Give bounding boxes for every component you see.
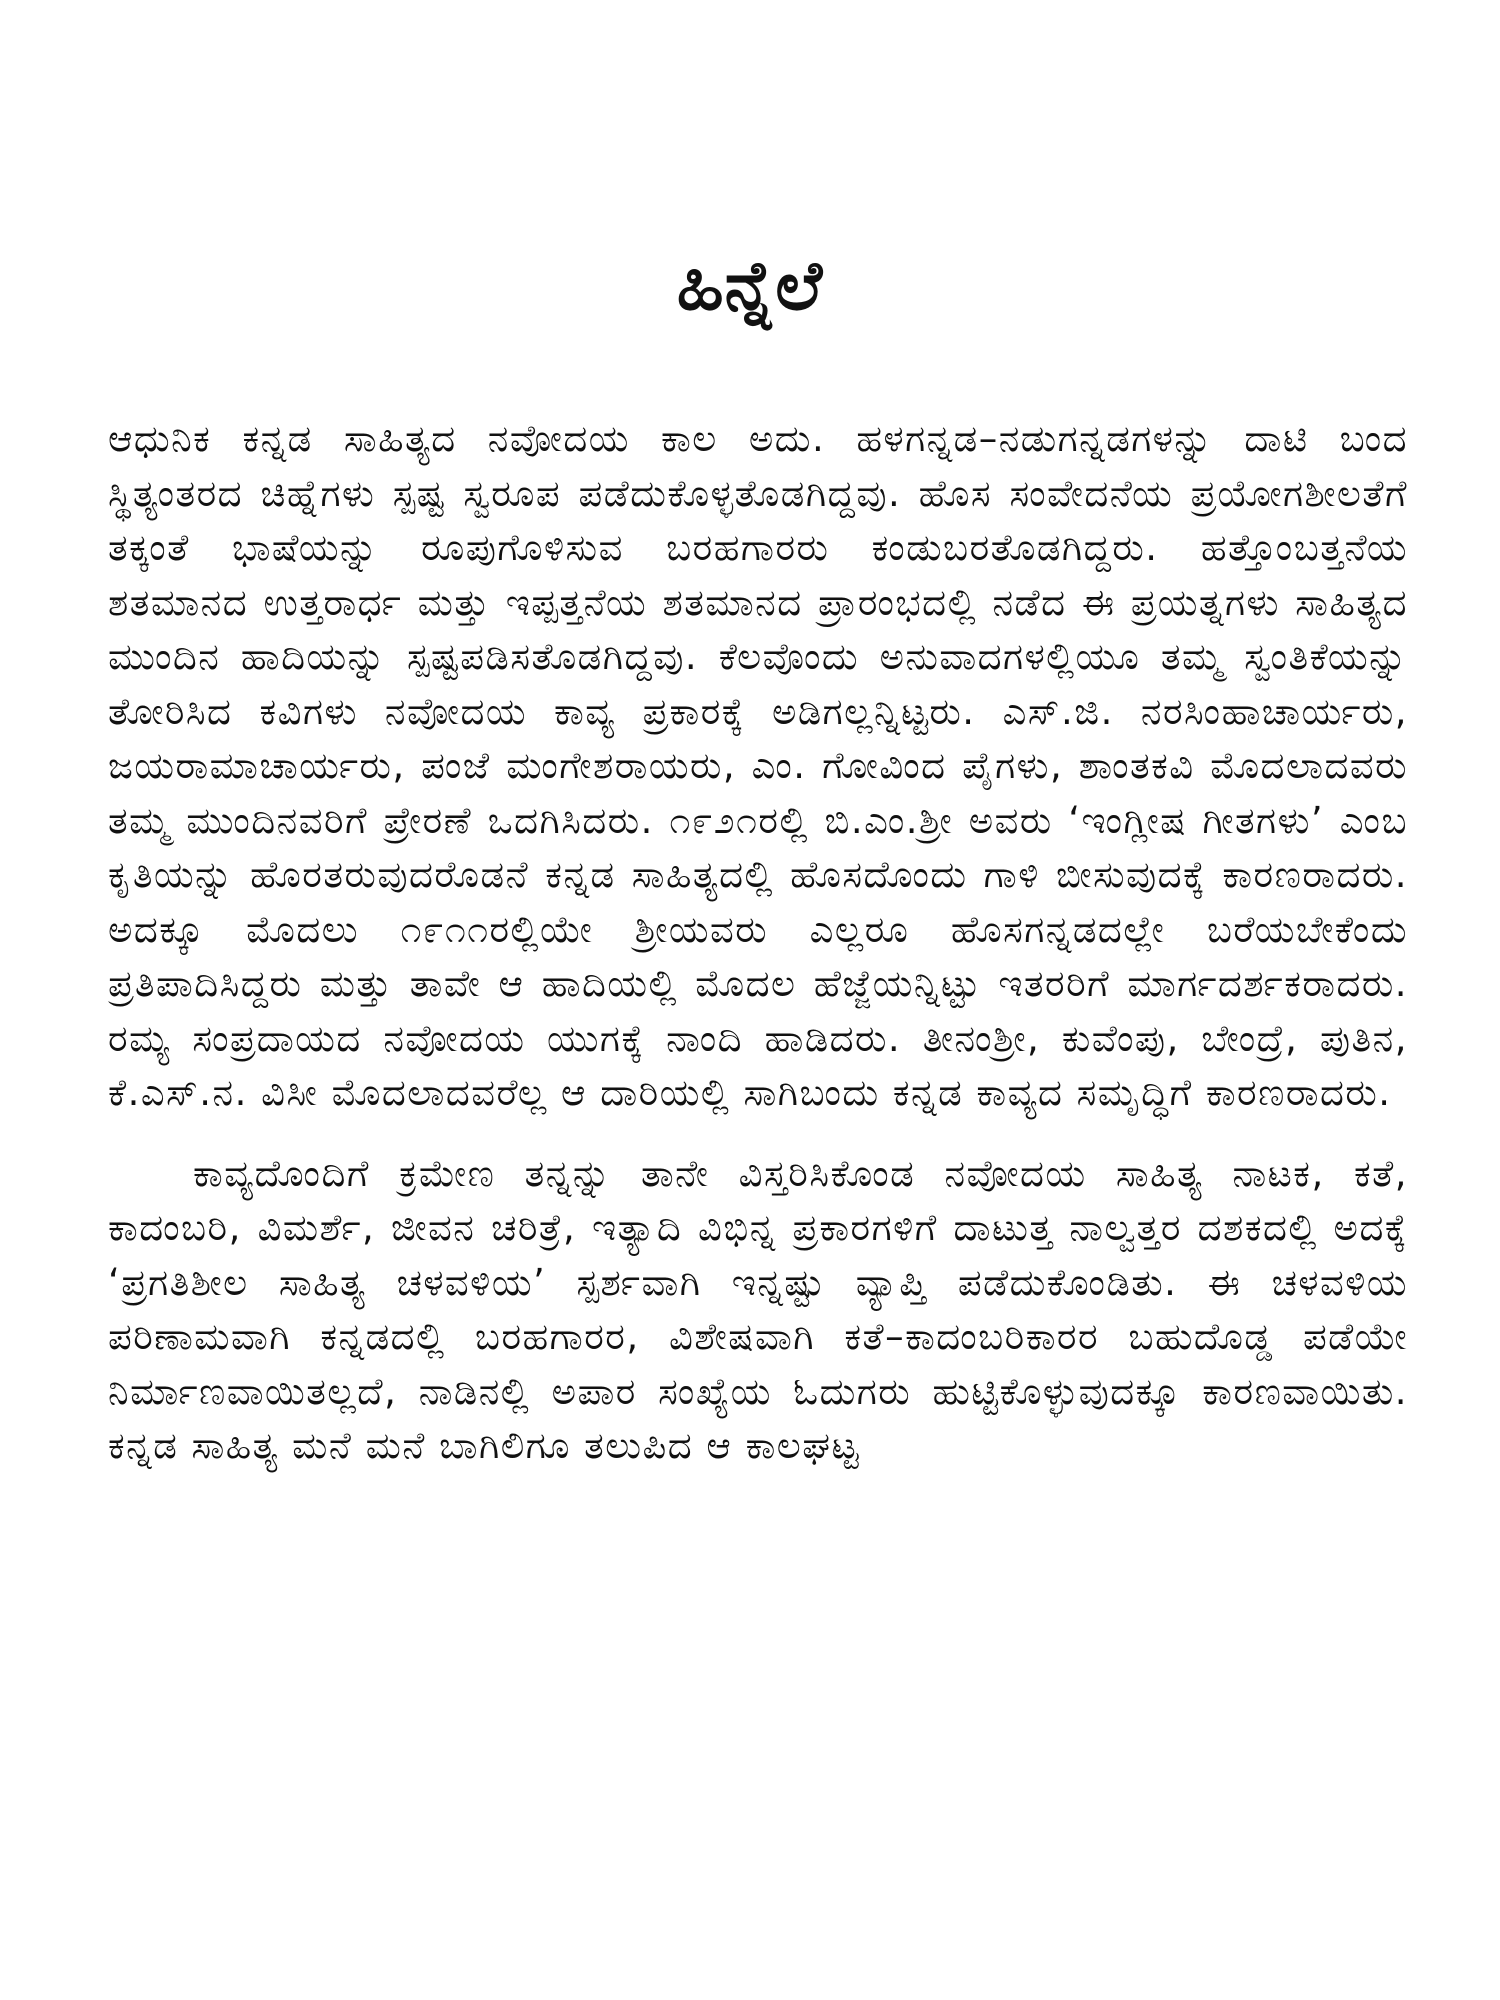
paragraph-2: ಕಾವ್ಯದೊಂದಿಗೆ ಕ್ರಮೇಣ ತನ್ನನ್ನು ತಾನೇ ವಿಸ್ತರಿಸಿಕೊಂಡ ನವೋದಯ ಸಾಹಿತ್ಯ ನಾಟಕ, ಕತೆ, ಕಾದಂಬರಿ, ವಿಮರ್ಶೆ, ಜೀವನ ಚರಿತ್ರೆ, ಇತ್ಯಾದಿ ವಿಭಿನ್ನ ಪ್ರಕಾರಗಳಿಗೆ ದಾಟುತ್ತ ನಾಲ್ವತ್ತರ ದಶಕದಲ್ಲಿ ಅದಕ್ಕೆ ‘ಪ್ರಗತಿಶೀಲ ಸಾಹಿತ್ಯ ಚಳವಳಿಯ’ ಸ್ಪರ್ಶವಾಗಿ ಇನ್ನಷ್ಟು ವ್ಯಾಪ್ತಿ ಪಡೆದುಕೊಂಡಿತು. ಈ ಚಳವಳಿಯ ಪರಿಣಾಮವಾಗಿ ಕನ್ನಡದಲ್ಲಿ ಬರಹಗಾರರ, ವಿಶೇಷವಾಗಿ ಕತೆ–ಕಾದಂಬರಿಕಾರರ ಬಹುದೊಡ್ಡ ಪಡೆಯೇ ನಿರ್ಮಾಣವಾಯಿತಲ್ಲದೆ, ನಾಡಿನಲ್ಲಿ ಅಪಾರ ಸಂಖ್ಯೆಯ ಓದುಗರು ಹುಟ್ಟಿಕೊಳ್ಳುವುದಕ್ಕೂ ಕಾರಣವಾಯಿತು. ಕನ್ನಡ ಸಾಹಿತ್ಯ ಮನೆ ಮನೆ ಬಾಗಿಲಿಗೂ ತಲುಪಿದ ಆ ಕಾಲಘಟ್ಟ xyxy=(108,1151,1408,1467)
chapter-body xyxy=(108,412,1408,1474)
paragraph-1: ಆಧುನಿಕ ಕನ್ನಡ ಸಾಹಿತ್ಯದ ನವೋದಯ ಕಾಲ ಅದು. ಹಳಗನ್ನಡ–ನಡುಗನ್ನಡಗಳನ್ನು ದಾಟಿ ಬಂದ ಸ್ಥಿತ್ಯಂತರದ ಚಿಹ್ನೆಗಳು ಸ್ಪಷ್ಟ ಸ್ವರೂಪ ಪಡೆದುಕೊಳ್ಳತೊಡಗಿದ್ದವು. ಹೊಸ ಸಂವೇದನೆಯ ಪ್ರಯೋಗಶೀಲತೆಗೆ ತಕ್ಕಂತೆ ಭಾಷೆಯನ್ನು ರೂಪುಗೊಳಿಸುವ ಬರಹಗಾರರು ಕಂಡುಬರತೊಡಗಿದ್ದರು. ಹತ್ತೊಂಬತ್ತನೆಯ ಶತಮಾನದ ಉತ್ತರಾರ್ಧ ಮತ್ತು ಇಪ್ಪತ್ತನೆಯ ಶತಮಾನದ ಪ್ರಾರಂಭದಲ್ಲಿ ನಡೆದ ಈ ಪ್ರಯತ್ನಗಳು ಸಾಹಿತ್ಯದ ಮುಂದಿನ ಹಾದಿಯನ್ನು ಸ್ಪಷ್ಟಪಡಿಸತೊಡಗಿದ್ದವು. ಕೆಲವೊಂದು ಅನುವಾದಗಳಲ್ಲಿಯೂ ತಮ್ಮ ಸ್ವಂತಿಕೆಯನ್ನು ತೋರಿಸಿದ ಕವಿಗಳು ನವೋದಯ ಕಾವ್ಯ ಪ್ರಕಾರಕ್ಕೆ ಅಡಿಗಲ್ಲನ್ನಿಟ್ಟರು. ಎಸ್.ಜಿ. ನರಸಿಂಹಾಚಾರ್ಯರು, ಜಯರಾಮಾಚಾರ್ಯರು, ಪಂಜೆ ಮಂಗೇಶರಾಯರು, ಎಂ. ಗೋವಿಂದ ಪೈಗಳು, ಶಾಂತಕವಿ ಮೊದಲಾದವರು ತಮ್ಮ ಮುಂದಿನವರಿಗೆ ಪ್ರೇರಣೆ ಒದಗಿಸಿದರು. ೧೯೨೧ರಲ್ಲಿ ಬಿ.ಎಂ.ಶ್ರೀ ಅವರು ‘ಇಂಗ್ಲೀಷ ಗೀತಗಳು’ ಎಂಬ ಕೃತಿಯನ್ನು ಹೊರತರುವುದರೊಡನೆ ಕನ್ನಡ ಸಾಹಿತ್ಯದಲ್ಲಿ ಹೊಸದೊಂದು ಗಾಳಿ ಬೀಸುವುದಕ್ಕೆ ಕಾರಣರಾದರು. ಅದಕ್ಕೂ ಮೊದಲು ೧೯೧೧ರಲ್ಲಿಯೇ ಶ್ರೀಯವರು ಎಲ್ಲರೂ ಹೊಸಗನ್ನಡದಲ್ಲೇ ಬರೆಯಬೇಕೆಂದು ಪ್ರತಿಪಾದಿಸಿದ್ದರು ಮತ್ತು ತಾವೇ ಆ ಹಾದಿಯಲ್ಲಿ ಮೊದಲ ಹೆಜ್ಜೆಯನ್ನಿಟ್ಟು ಇತರರಿಗೆ ಮಾರ್ಗದರ್ಶಕರಾದರು. ರಮ್ಯ ಸಂಪ್ರದಾಯದ ನವೋದಯ ಯುಗಕ್ಕೆ ನಾಂದಿ ಹಾಡಿದರು. ತೀನಂಶ್ರೀ, ಕುವೆಂಪು, ಬೇಂದ್ರೆ, ಪುತಿನ, ಕೆ.ಎಸ್.ನ. ವಿಸೀ ಮೊದಲಾದವರೆಲ್ಲ ಆ ದಾರಿಯಲ್ಲಿ ಸಾಗಿಬಂದು ಕನ್ನಡ ಕಾವ್ಯದ ಸಮೃದ್ಧಿಗೆ ಕಾರಣರಾದರು. xyxy=(108,417,1408,1114)
chapter-title: ಹಿನ್ನೆಲೆ xyxy=(676,246,824,326)
